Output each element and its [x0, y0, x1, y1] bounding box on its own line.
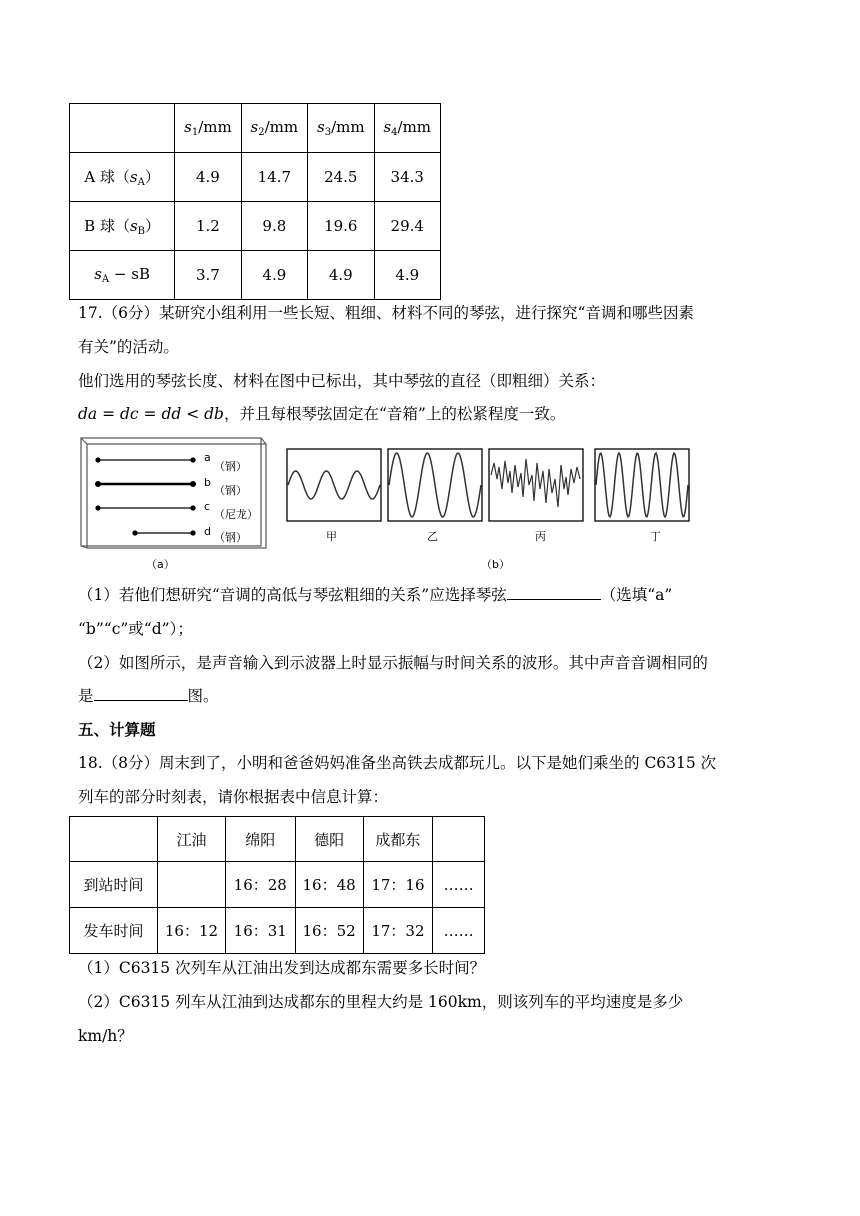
- table-header-cell: $s_3/mm$: [308, 104, 374, 153]
- table-cell: 4.9: [175, 153, 241, 202]
- table-header-cell: $s_4/mm$: [374, 104, 441, 153]
- waveform-bing: [489, 449, 583, 521]
- table-cell: 4.9: [241, 251, 307, 300]
- string-material-b: （钢）: [214, 484, 247, 497]
- table-row: [70, 153, 441, 202]
- displacement-table: [69, 103, 441, 300]
- section-heading: 五、计算题: [78, 720, 156, 739]
- table-header-cell: $s_1/mm$: [175, 104, 241, 153]
- diameter-formula: da = dc = dd < db: [78, 405, 224, 423]
- q18-text-line2: 列车的部分时刻表，请你根据表中信息计算：: [78, 788, 389, 806]
- row-label: B 球$(s_B)$: [70, 202, 175, 251]
- table-cell: 16：48: [295, 862, 363, 908]
- caption-a: （a）: [146, 558, 175, 571]
- waveform-figure: [286, 447, 696, 525]
- table-cell: 29.4: [374, 202, 441, 251]
- q17-sub1-line1: （1）若他们想研究“音调的高低与琴弦粗细的关系”应选择琴弦 （选填“a”: [78, 586, 673, 604]
- string-label-b: b: [204, 476, 211, 489]
- table-cell: ……: [433, 908, 485, 954]
- wave-label-ding: 丁: [650, 530, 661, 543]
- table-cell: 19.6: [308, 202, 374, 251]
- train-timetable: [69, 816, 485, 954]
- q17-sub1-line2: “b”“c”或“d”）；: [78, 620, 193, 638]
- row-label: $s_A$ − sB: [70, 251, 175, 300]
- table-header-cell: [433, 817, 485, 862]
- string-label-d: d: [204, 525, 211, 538]
- string-label-c: c: [204, 500, 211, 513]
- waveform-yi: [388, 449, 482, 521]
- string-material-a: （钢）: [214, 460, 247, 473]
- caption-b: （b）: [481, 558, 510, 571]
- row-label: A 球$(s_A)$: [70, 153, 175, 202]
- table-cell: 3.7: [175, 251, 241, 300]
- table-cell: 17：16: [363, 862, 433, 908]
- answer-blank-2[interactable]: [94, 686, 188, 701]
- table-cell: 4.9: [374, 251, 441, 300]
- q17-text-line3: 他们选用的琴弦长度、材料在图中已标出，其中琴弦的直径（即粗细）关系：: [78, 372, 606, 390]
- table-row: [70, 862, 485, 908]
- table-cell: ……: [433, 862, 485, 908]
- q17-text-line4: da = dc = dd < db，并且每根琴弦固定在“音箱”上的松紧程度一致。: [78, 405, 566, 423]
- table-cell: 16：31: [225, 908, 295, 954]
- table-row: [70, 251, 441, 300]
- q18-text-line1: 18.（8分）周末到了，小明和爸爸妈妈准备坐高铁去成都玩儿。以下是她们乘坐的 C6315 次: [78, 754, 717, 772]
- table-cell: 14.7: [241, 153, 307, 202]
- table-cell: 34.3: [374, 153, 441, 202]
- table-cell: 16：12: [158, 908, 226, 954]
- q17-sub2-line2: 是 图。: [78, 687, 219, 705]
- table-header-cell: [70, 817, 158, 862]
- wave-label-jia: 甲: [326, 530, 337, 543]
- table-header-cell: 成都东: [363, 817, 433, 862]
- table-cell: [158, 862, 226, 908]
- q17-text-line2: 有关”的活动。: [78, 338, 179, 356]
- table-cell: 24.5: [308, 153, 374, 202]
- table-header-cell: 绵阳: [225, 817, 295, 862]
- string-material-d: （钢）: [214, 531, 247, 544]
- table-row: [70, 908, 485, 954]
- row-label: 发车时间: [70, 908, 158, 954]
- table-header-cell: 江油: [158, 817, 226, 862]
- table-row: [70, 202, 441, 251]
- q18-sub2-line1: （2）C6315 列车从江油到达成都东的里程大约是 160km，则该列车的平均速度是多少: [78, 993, 684, 1011]
- wave-label-bing: 丙: [535, 530, 546, 543]
- table-cell: 16：28: [225, 862, 295, 908]
- table-cell: 1.2: [175, 202, 241, 251]
- string-label-a: a: [204, 451, 211, 464]
- q18-sub2-line2: km/h？: [78, 1027, 133, 1045]
- table-cell: 17：32: [363, 908, 433, 954]
- q17-text-line1: 17.（6分）某研究小组利用一些长短、粗细、材料不同的琴弦，进行探究“音调和哪些因素: [78, 304, 694, 322]
- q17-sub2-line1: （2）如图所示，是声音输入到示波器上时显示振幅与时间关系的波形。其中声音音调相同的: [78, 654, 708, 672]
- waveform-jia: [287, 449, 381, 521]
- table-cell: 4.9: [308, 251, 374, 300]
- table-header-cell: [70, 104, 175, 153]
- q18-sub1: （1）C6315 次列车从江油出发到达成都东需要多长时间？: [78, 959, 486, 977]
- table-cell: 9.8: [241, 202, 307, 251]
- table-header-cell: 德阳: [295, 817, 363, 862]
- answer-blank-1[interactable]: [507, 585, 601, 600]
- string-material-c: （尼龙）: [214, 508, 258, 521]
- table-cell: 16：52: [295, 908, 363, 954]
- row-label: 到站时间: [70, 862, 158, 908]
- table-header-cell: $s_2/mm$: [241, 104, 307, 153]
- waveform-ding: [595, 449, 689, 521]
- wave-label-yi: 乙: [427, 530, 438, 543]
